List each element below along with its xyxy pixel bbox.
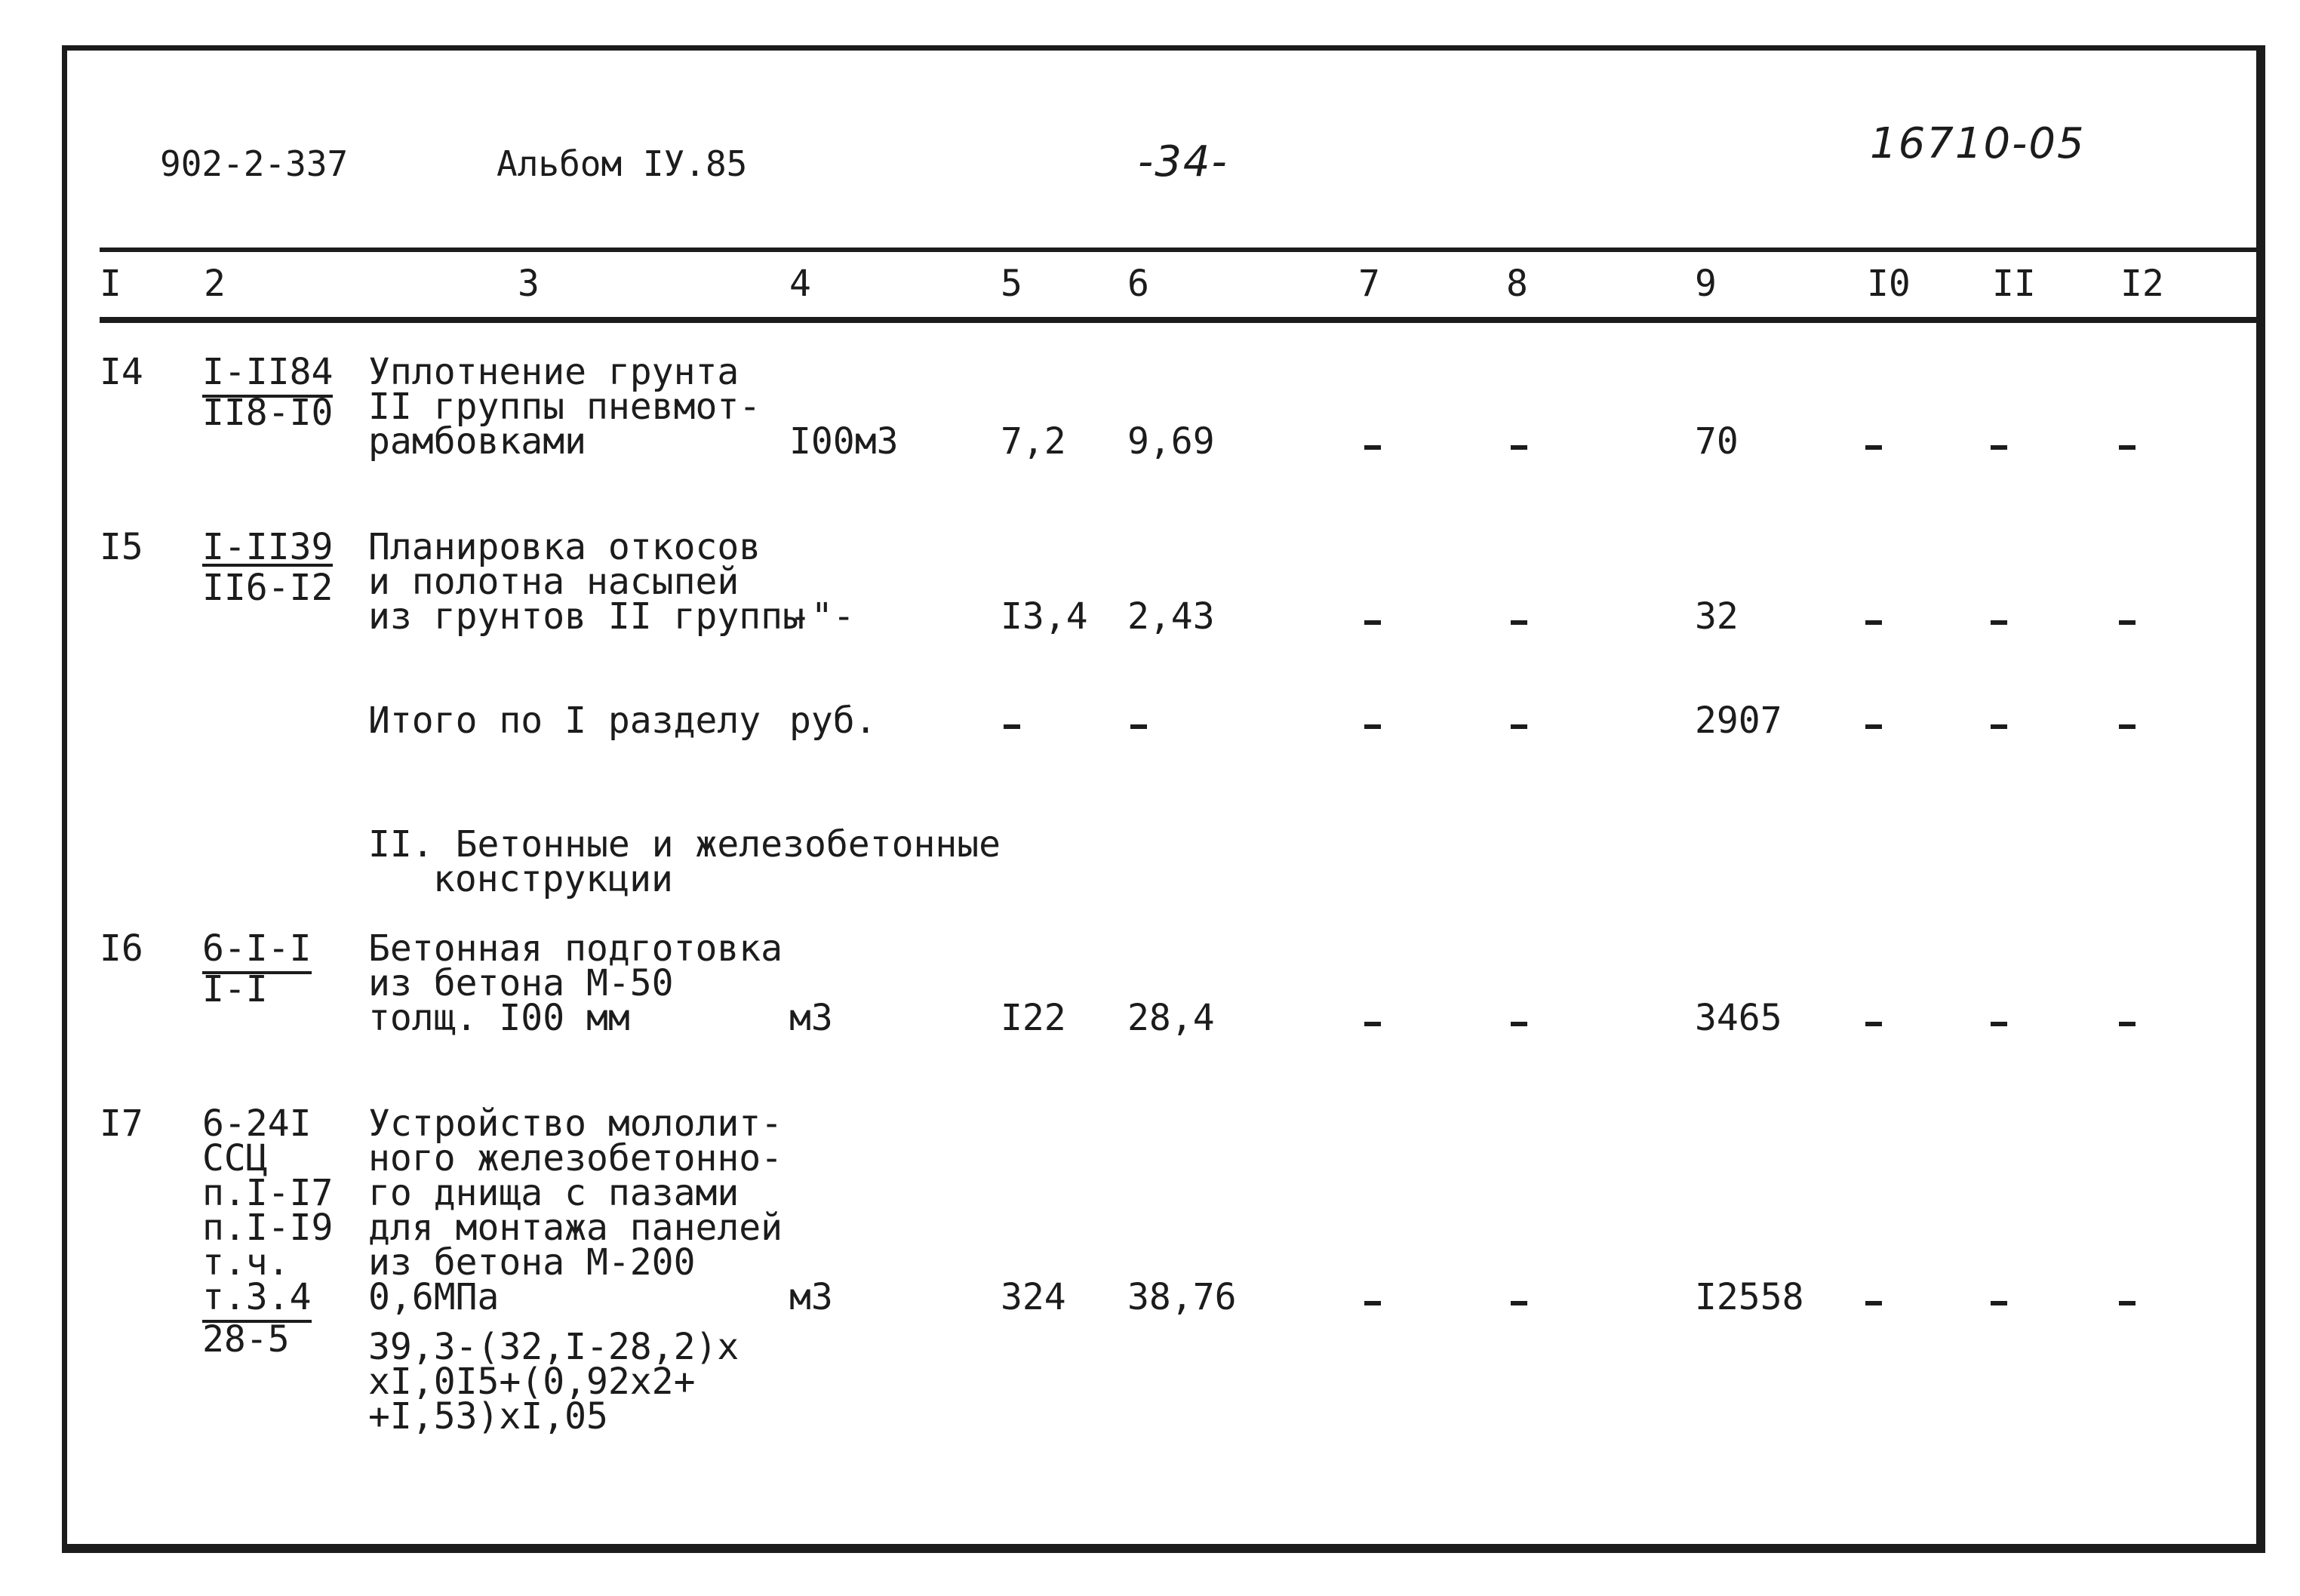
empty-dash	[2119, 620, 2135, 625]
norm-code-line: т.ч.	[202, 1241, 290, 1284]
quantity: I22	[1001, 997, 1066, 1039]
norm-code-line: 28-5	[202, 1318, 290, 1361]
description-line: Бетонная подготовка	[368, 927, 783, 970]
formula-line: 39,3-(32,I-28,2)x	[368, 1326, 740, 1368]
norm-code-line: п.I-I9	[202, 1207, 334, 1249]
description-line: II группы пневмот-	[368, 386, 761, 428]
norm-code	[202, 927, 312, 1010]
col-header-1: I	[100, 263, 121, 305]
unit-price: 38,76	[1127, 1276, 1237, 1318]
quantity: 7,2	[1001, 420, 1066, 463]
quantity: I3,4	[1001, 595, 1088, 638]
empty-dash	[1865, 620, 1882, 625]
norm-code-line: II8-I0	[202, 392, 334, 434]
formula-line: +I,53)xI,05	[368, 1395, 608, 1438]
empty-dash	[1865, 1022, 1882, 1026]
norm-code-line: ССЦ	[202, 1137, 268, 1179]
norm-code-line: т.3.4	[202, 1276, 312, 1323]
row-number: I6	[100, 927, 143, 970]
section-heading-line: конструкции	[433, 858, 673, 900]
norm-code-line: I-II84	[202, 351, 333, 398]
work-description	[368, 1102, 783, 1438]
norm-code-line: п.I-I7	[202, 1172, 334, 1214]
empty-dash	[2119, 724, 2135, 729]
subtotal-cost: 2907	[1695, 700, 1782, 742]
row-number: I7	[100, 1102, 143, 1145]
archive-number: 16710-05	[1870, 119, 2086, 168]
empty-dash	[1364, 1022, 1381, 1026]
empty-dash	[2119, 1301, 2135, 1305]
unit: -"-	[789, 595, 855, 638]
empty-dash	[1004, 724, 1020, 729]
empty-dash	[2119, 445, 2135, 450]
description-line: ного железобетонно-	[368, 1137, 783, 1179]
work-description	[368, 351, 761, 463]
empty-dash	[2119, 1022, 2135, 1026]
norm-code	[202, 1102, 334, 1361]
section-heading	[368, 823, 1001, 900]
description-line: Уплотнение грунта	[368, 351, 740, 393]
description-line: и полотна насыпей	[368, 561, 740, 603]
section-heading-line: II. Бетонные и железобетонные	[368, 823, 1001, 866]
empty-dash	[1991, 445, 2007, 450]
norm-code	[202, 526, 334, 609]
empty-dash	[1511, 1022, 1527, 1026]
doc-code: 902-2-337	[160, 143, 349, 184]
description-line: для монтажа панелей	[368, 1207, 783, 1249]
empty-dash	[1364, 620, 1381, 625]
col-header-2: 2	[204, 263, 226, 305]
total-cost: 32	[1695, 595, 1739, 638]
col-header-4: 4	[789, 263, 811, 305]
table-top-rule	[100, 248, 2258, 252]
table-header-rule	[100, 317, 2258, 323]
col-header-3: 3	[518, 263, 540, 305]
unit: м3	[789, 1276, 833, 1318]
empty-dash	[1991, 1301, 2007, 1305]
total-cost: I2558	[1695, 1276, 1804, 1318]
quantity: 324	[1001, 1276, 1066, 1318]
album-label: Альбом IУ.85	[497, 143, 748, 184]
formula-line: xI,0I5+(0,92x2+	[368, 1361, 696, 1403]
unit: руб.	[789, 700, 877, 742]
empty-dash	[1991, 1022, 2007, 1026]
work-description	[368, 927, 783, 1039]
col-header-7: 7	[1358, 263, 1380, 305]
col-header-6: 6	[1127, 263, 1149, 305]
row-number: I5	[100, 526, 143, 568]
empty-dash	[1991, 620, 2007, 625]
norm-code	[202, 351, 334, 434]
unit: м3	[789, 997, 833, 1039]
col-header-5: 5	[1001, 263, 1022, 305]
empty-dash	[1865, 445, 1882, 450]
empty-dash	[1511, 1301, 1527, 1305]
unit: I00м3	[789, 420, 899, 463]
description-line: 0,6МПа	[368, 1276, 500, 1318]
description-line: из грунтов II группы	[368, 595, 804, 638]
empty-dash	[1364, 445, 1381, 450]
empty-dash	[1511, 445, 1527, 450]
description-line: толщ. I00 мм	[368, 997, 630, 1039]
norm-code-line: 6-I-I	[202, 927, 312, 974]
empty-dash	[1991, 724, 2007, 729]
description-line: го днища с пазами	[368, 1172, 740, 1214]
description-line: Планировка откосов	[368, 526, 761, 568]
norm-code-line: 6-24I	[202, 1102, 312, 1145]
empty-dash	[1364, 724, 1381, 729]
col-header-9: 9	[1695, 263, 1717, 305]
norm-code-line: II6-I2	[202, 564, 333, 609]
description-line: из бетона М-50	[368, 962, 674, 1004]
empty-dash	[1865, 724, 1882, 729]
empty-dash	[1511, 620, 1527, 625]
empty-dash	[1865, 1301, 1882, 1305]
col-header-10: I0	[1867, 263, 1911, 305]
description-line: из бетона М-200	[368, 1241, 696, 1284]
norm-code-line: I-I	[202, 968, 268, 1010]
subtotal-label: Итого по I разделу	[368, 700, 761, 742]
col-header-12: I2	[2120, 263, 2164, 305]
total-cost: 3465	[1695, 997, 1782, 1039]
empty-dash	[1130, 724, 1147, 729]
norm-code-line: I-II39	[202, 526, 334, 568]
unit-price: 9,69	[1127, 420, 1215, 463]
empty-dash	[1511, 724, 1527, 729]
col-header-11: II	[1992, 263, 2036, 305]
description-line: Устройство мололит-	[368, 1102, 783, 1145]
unit-price: 28,4	[1127, 997, 1215, 1039]
description-line: рамбовками	[368, 420, 586, 463]
unit-price: 2,43	[1127, 595, 1215, 638]
total-cost: 70	[1695, 420, 1739, 463]
col-header-8: 8	[1506, 263, 1528, 305]
work-description	[368, 526, 804, 638]
page-number: -34-	[1138, 137, 1228, 186]
row-number: I4	[100, 351, 143, 393]
empty-dash	[1364, 1301, 1381, 1305]
